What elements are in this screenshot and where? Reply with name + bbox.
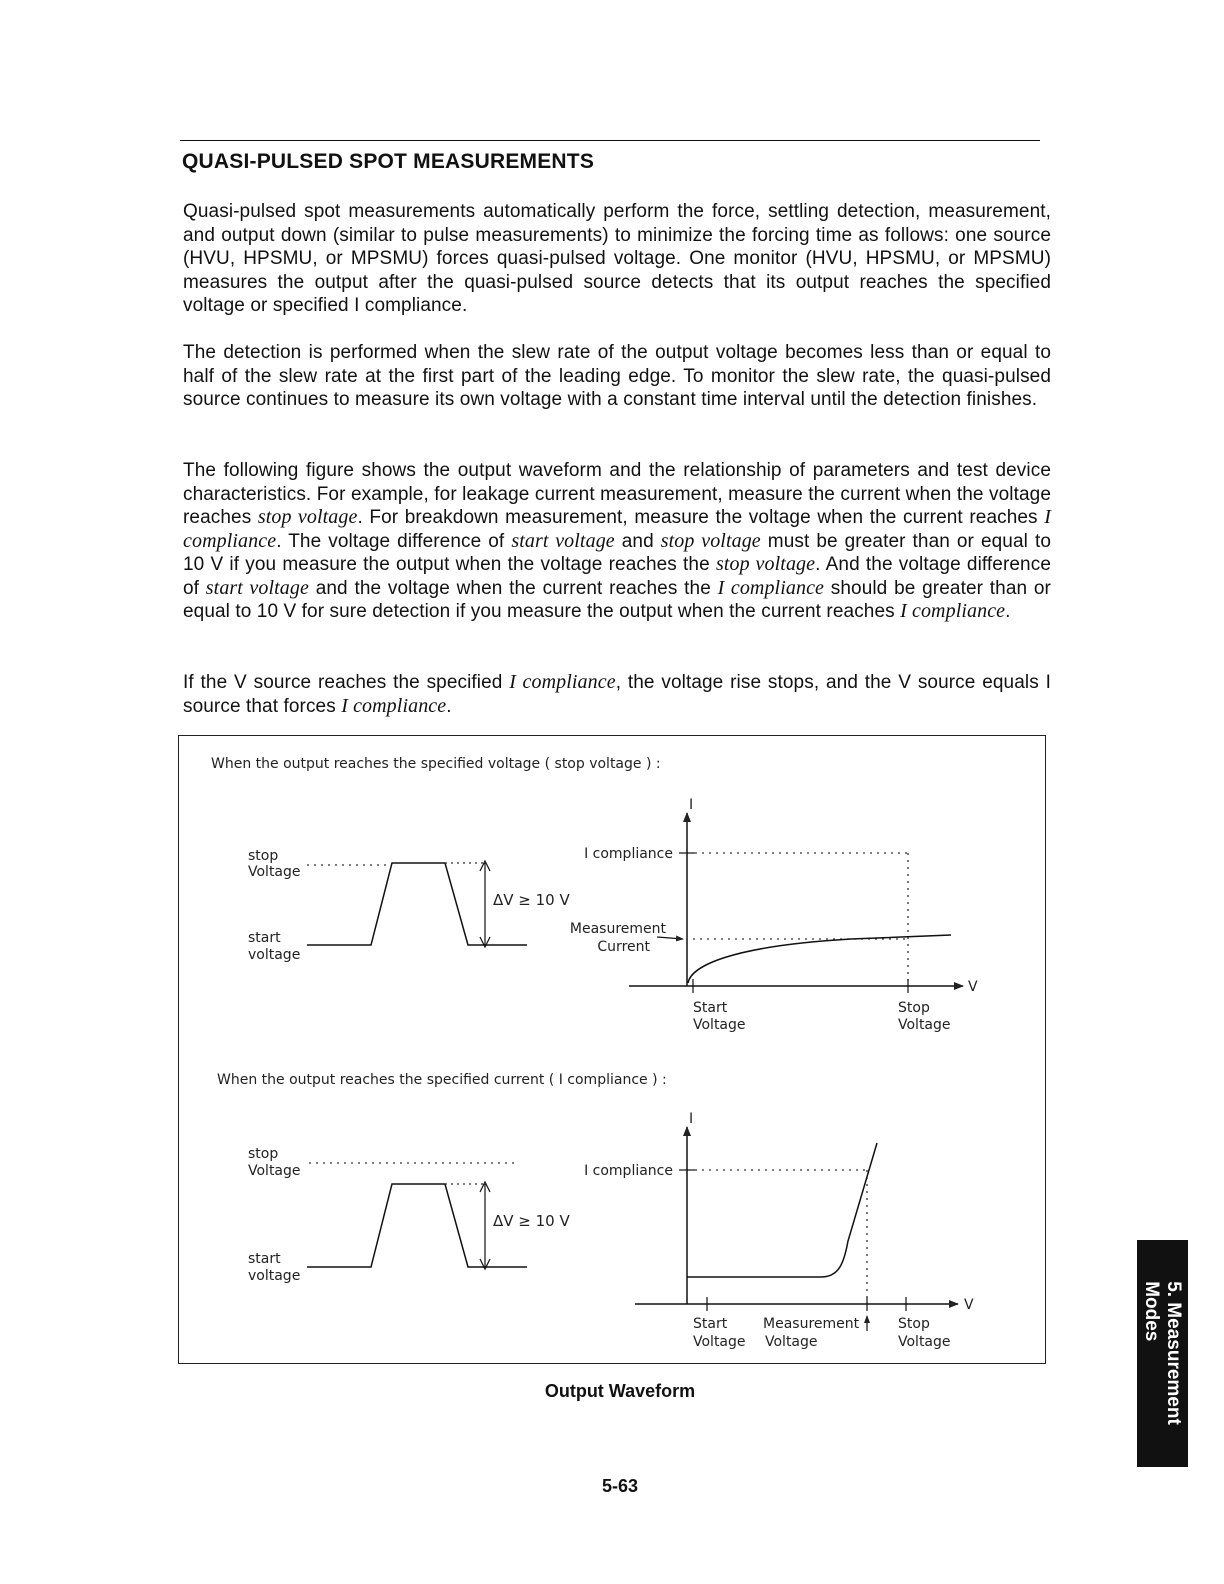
- text-run: .: [446, 695, 452, 717]
- term-i-compliance: I compliance: [341, 694, 447, 717]
- panel1-start-voltage-label: Start: [693, 1000, 728, 1016]
- term-start-voltage: start voltage: [205, 576, 309, 599]
- paragraph-intro: Quasi-pulsed spot measurements automatically perform the force, settling detection, measurement, and output down (similar to pulse measurements) to minimize the forcing time as follows: one source (HVU, HPSMU, or MPSMU) forces quasi-pulsed voltage. One monitor (HVU, HPSMU, or MPSMU) measures the output after the quasi-pulsed source detects that its output reaches the specified voltage or specified I compliance.: [183, 201, 1051, 316]
- panel1-v-axis-label: V: [968, 979, 978, 995]
- paragraph-compliance: [183, 671, 1051, 718]
- panel1-stop-voltage-label-2: Voltage: [898, 1017, 951, 1033]
- term-stop-voltage: stop voltage: [257, 506, 358, 528]
- paragraph-figure-description: [183, 459, 1051, 624]
- panel1-iv-curve: [688, 935, 951, 983]
- panel2-delta-v: ΔV ≥ 10 V: [493, 1212, 570, 1230]
- term-i-compliance: I compliance: [183, 506, 1051, 552]
- side-tab-line-1: 5. Measurement: [1163, 1281, 1184, 1425]
- top-rule: [180, 140, 1040, 141]
- panel1-iv-graph: [570, 797, 978, 1033]
- text-run: , the voltage rise stops, and the V source equals I source that forces: [183, 672, 1051, 717]
- text-run: .: [1005, 601, 1011, 622]
- panel2-measurement-voltage-label: Measurement: [763, 1316, 860, 1332]
- figure-caption: Output Waveform: [544, 1381, 696, 1401]
- panel2-start-voltage-label-2: Voltage: [693, 1334, 746, 1350]
- chapter-side-tab: [1137, 1240, 1188, 1467]
- panel1-i-axis-label: I: [689, 797, 694, 813]
- text-run: must be greater than or equal to 10 V if you measure the output when the voltage reaches the: [183, 530, 1051, 575]
- paragraph-detection: The detection is performed when the slew rate of the output voltage becomes less than or equal to half of the slew rate at the first part of the leading edge. To monitor the slew rate, the quasi-pulsed source continues to measure its own voltage with a constant time interval until the detection finishes.: [183, 342, 1051, 410]
- figure-diagram: [179, 736, 1045, 1363]
- panel2-iv-graph: [584, 1111, 974, 1350]
- panel2-stop-voltage-label-2: Voltage: [898, 1334, 951, 1350]
- term-i-compliance: I compliance: [509, 671, 616, 693]
- panel2-stop-voltage-label: Stop: [898, 1316, 930, 1332]
- panel1-delta-v: ΔV ≥ 10 V: [493, 891, 570, 909]
- panel2-stop-label: stop: [248, 1146, 279, 1162]
- text-run: and: [614, 530, 661, 552]
- panel2-v-axis-label: V: [964, 1297, 974, 1313]
- panel2-i-axis-label: I: [689, 1111, 694, 1127]
- panel2-start-label-voltage: voltage: [248, 1268, 301, 1284]
- panel2-heading: When the output reaches the specified current ( I compliance ) :: [217, 1072, 667, 1088]
- page-number: 5-63: [601, 1476, 639, 1496]
- panel2-start-voltage-label: Start: [693, 1316, 728, 1332]
- panel1-stop-label-voltage: Voltage: [248, 864, 301, 880]
- text-run: . And the voltage difference of: [183, 554, 1051, 599]
- panel1-stop-voltage-label: Stop: [898, 1000, 930, 1016]
- panel2-iv-curve: [687, 1143, 877, 1277]
- term-stop-voltage: stop voltage: [660, 529, 761, 552]
- section-title: QUASI-PULSED SPOT MEASUREMENTS: [182, 150, 595, 173]
- panel2-pulse-waveform: [248, 1146, 570, 1284]
- panel1-i-compliance-label: I compliance: [584, 846, 673, 862]
- panel1-stop-label: stop: [248, 848, 279, 864]
- panel1-pulse-waveform: [248, 848, 570, 963]
- term-i-compliance: I compliance: [900, 600, 1006, 622]
- term-start-voltage: start voltage: [511, 529, 615, 552]
- term-i-compliance: I compliance: [717, 576, 825, 599]
- panel1-heading: When the output reaches the specified voltage ( stop voltage ) :: [211, 756, 661, 772]
- panel2-stop-label-voltage: Voltage: [248, 1163, 301, 1179]
- text-run: . For breakdown measurement, measure the voltage when the current reaches: [357, 507, 1045, 528]
- output-waveform-figure: [178, 735, 1046, 1364]
- panel1-current-label: Current: [597, 939, 650, 955]
- chapter-side-tab-label: [1140, 1281, 1184, 1425]
- panel1-measurement-label: Measurement: [569, 921, 666, 937]
- text-run: If the V source reaches the specified: [183, 672, 510, 693]
- panel2-i-compliance-label: I compliance: [584, 1163, 673, 1179]
- text-run: The following figure shows the output waveform and the relationship of parameters and test device characteristics. For example, for leakage current measurement, measure the current when the voltage reaches: [183, 460, 1051, 528]
- text-run: and the voltage when the current reaches the: [308, 577, 718, 599]
- panel1-start-label-voltage: voltage: [248, 947, 301, 963]
- panel2-measurement-voltage-label-2: Voltage: [765, 1334, 818, 1350]
- side-tab-line-2: Modes: [1141, 1281, 1162, 1342]
- panel1-start-label: start: [248, 930, 281, 946]
- panel2-start-label: start: [248, 1251, 281, 1267]
- text-run: . The voltage difference of: [276, 530, 512, 552]
- panel1-start-voltage-label-2: Voltage: [693, 1017, 746, 1033]
- text-run: should be greater than or equal to 10 V for sure detection if you measure the output when the current reaches: [183, 577, 1051, 622]
- term-stop-voltage: stop voltage: [715, 553, 816, 575]
